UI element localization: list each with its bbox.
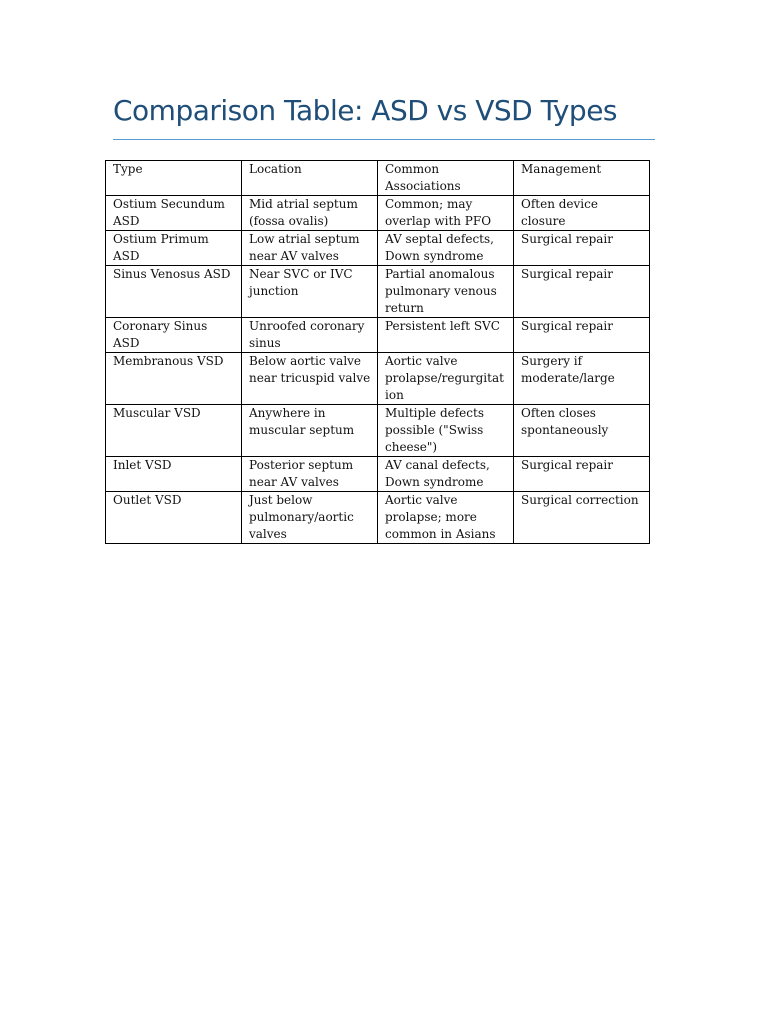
- cell-management: Surgical repair: [514, 231, 650, 266]
- cell-associations: AV canal defects, Down syndrome: [378, 457, 514, 492]
- cell-management: Often closes spontaneously: [514, 405, 650, 457]
- cell-management: Surgical repair: [514, 266, 650, 318]
- cell-management: Surgery if moderate/large: [514, 353, 650, 405]
- cell-location: Low atrial septum near AV valves: [242, 231, 378, 266]
- cell-management: Surgical correction: [514, 492, 650, 544]
- page-title: Comparison Table: ASD vs VSD Types: [113, 94, 618, 127]
- cell-type: Membranous VSD: [106, 353, 242, 405]
- cell-location: Unroofed coronary sinus: [242, 318, 378, 353]
- table-row: [106, 492, 650, 544]
- table-row: [106, 457, 650, 492]
- cell-management: Surgical repair: [514, 457, 650, 492]
- title-underline: [113, 139, 655, 140]
- table-row: [106, 266, 650, 318]
- cell-location: Mid atrial septum (fossa ovalis): [242, 196, 378, 231]
- table-header-row: [106, 161, 650, 196]
- table-row: [106, 196, 650, 231]
- table-row: [106, 405, 650, 457]
- table-row: [106, 318, 650, 353]
- cell-location: Posterior septum near AV valves: [242, 457, 378, 492]
- cell-management: Often device closure: [514, 196, 650, 231]
- cell-associations: Aortic valve prolapse; more common in Asians: [378, 492, 514, 544]
- cell-type: Inlet VSD: [106, 457, 242, 492]
- table-row: [106, 353, 650, 405]
- cell-associations: Partial anomalous pulmonary venous return: [378, 266, 514, 318]
- table-row: [106, 231, 650, 266]
- cell-associations: Multiple defects possible ("Swiss cheese"): [378, 405, 514, 457]
- cell-type: Ostium Primum ASD: [106, 231, 242, 266]
- cell-location: Anywhere in muscular septum: [242, 405, 378, 457]
- cell-location: Below aortic valve near tricuspid valve: [242, 353, 378, 405]
- header-cell-associations: Common Associations: [378, 161, 514, 196]
- cell-type: Coronary Sinus ASD: [106, 318, 242, 353]
- cell-location: Near SVC or IVC junction: [242, 266, 378, 318]
- cell-management: Surgical repair: [514, 318, 650, 353]
- header-cell-type: Type: [106, 161, 242, 196]
- header-cell-location: Location: [242, 161, 378, 196]
- cell-type: Ostium Secundum ASD: [106, 196, 242, 231]
- cell-location: Just below pulmonary/aortic valves: [242, 492, 378, 544]
- cell-associations: AV septal defects, Down syndrome: [378, 231, 514, 266]
- header-cell-management: Management: [514, 161, 650, 196]
- comparison-table: [105, 160, 650, 544]
- cell-type: Muscular VSD: [106, 405, 242, 457]
- cell-associations: Persistent left SVC: [378, 318, 514, 353]
- cell-associations: Aortic valve prolapse/regurgitation: [378, 353, 514, 405]
- cell-type: Sinus Venosus ASD: [106, 266, 242, 318]
- cell-type: Outlet VSD: [106, 492, 242, 544]
- cell-associations: Common; may overlap with PFO: [378, 196, 514, 231]
